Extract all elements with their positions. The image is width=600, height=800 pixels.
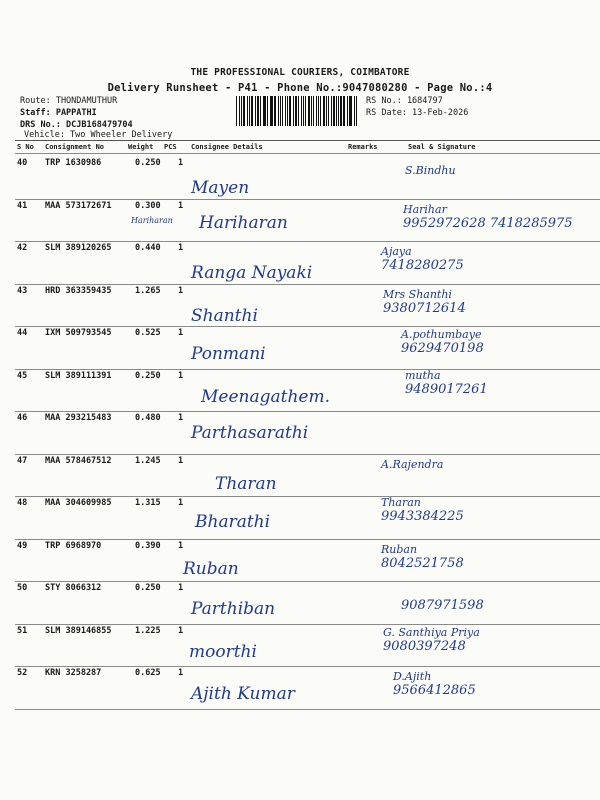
phone-handwritten: 9629470198 xyxy=(401,341,484,356)
barcode-bar xyxy=(239,96,240,126)
barcode-bar xyxy=(316,96,317,126)
signature-handwritten: G. Santhiya Priya xyxy=(383,625,480,639)
barcode-bar xyxy=(293,96,294,126)
consignment-number: SLM 389120265 xyxy=(45,243,112,253)
barcode-bar xyxy=(263,96,264,126)
serial-number: 41 xyxy=(17,200,28,211)
consignment-number: MAA 293215483 xyxy=(45,413,112,423)
signature-handwritten: Ajaya xyxy=(381,245,412,258)
barcode-bar xyxy=(260,96,261,126)
consignee-name-handwritten: Parthiban xyxy=(191,599,276,619)
barcode-bar xyxy=(280,96,281,126)
serial-number: 46 xyxy=(17,413,28,423)
barcode-bar xyxy=(236,96,237,126)
barcode-bar xyxy=(251,96,252,126)
signature-handwritten: Mrs Shanthi xyxy=(383,287,452,301)
consignment-number: SLM 389111391 xyxy=(45,370,112,381)
consignment-number: TRP 1630986 xyxy=(45,158,102,168)
barcode-bar xyxy=(338,96,339,126)
barcode-bar xyxy=(354,96,355,126)
table-row xyxy=(15,666,600,709)
table-row xyxy=(15,581,600,624)
col-sno: S No xyxy=(17,143,34,151)
barcode-bar xyxy=(241,96,242,126)
barcode-bar xyxy=(264,96,265,126)
barcode-bar xyxy=(303,96,304,126)
phone-handwritten: 9489017261 xyxy=(405,381,488,397)
signature-handwritten: Ruban xyxy=(381,542,418,556)
weight-value: 1.245 xyxy=(135,455,161,466)
col-weight: Weight xyxy=(128,143,154,151)
serial-number: 45 xyxy=(17,370,28,381)
consignee-name-handwritten: Tharan xyxy=(215,473,277,494)
weight-value: 1.315 xyxy=(135,498,161,508)
consignee-name-handwritten: Mayen xyxy=(191,178,250,198)
barcode-bar xyxy=(356,96,357,126)
staff-label: Staff: PAPPATHI xyxy=(20,108,97,118)
serial-number: 51 xyxy=(17,625,28,636)
table-top-border xyxy=(15,140,600,141)
rs-date: RS Date: 13-Feb-2026 xyxy=(366,108,469,118)
barcode-bar xyxy=(349,96,350,126)
barcode-bar xyxy=(285,96,286,126)
table-row xyxy=(15,369,600,412)
barcode-bar xyxy=(328,96,329,126)
barcode-bar xyxy=(333,96,334,126)
weight-value: 0.440 xyxy=(135,243,161,253)
row-divider xyxy=(15,709,600,710)
signature-handwritten: S.Bindhu xyxy=(405,164,456,177)
consignee-name-handwritten: moorthi xyxy=(189,641,257,662)
consignee-name-handwritten: Ponmani xyxy=(191,344,266,364)
barcode-bar xyxy=(313,96,314,126)
barcode-bar xyxy=(295,96,297,126)
barcode-bar xyxy=(289,96,290,126)
table-row xyxy=(15,624,600,667)
pieces-count: 1 xyxy=(178,455,184,466)
signature-handwritten: mutha xyxy=(405,368,441,382)
col-pcs: PCS xyxy=(164,143,177,151)
weight-value: 0.300 xyxy=(135,200,161,211)
header-divider xyxy=(15,153,600,154)
signature-handwritten: D.Ajith xyxy=(393,670,432,683)
weight-value: 0.250 xyxy=(135,158,161,168)
barcode-bar xyxy=(350,96,351,126)
col-seal-signature: Seal & Signature xyxy=(408,143,476,151)
rs-number: RS No.: 1684797 xyxy=(366,96,443,106)
table-row xyxy=(15,539,600,582)
barcode-bar xyxy=(318,96,319,126)
col-remarks: Remarks xyxy=(348,143,378,151)
pieces-count: 1 xyxy=(178,200,184,211)
weight-value: 0.480 xyxy=(135,413,161,423)
serial-number: 44 xyxy=(17,328,28,338)
table-row xyxy=(15,156,600,199)
drs-label: DRS No.: DCJB168479704 xyxy=(20,120,133,130)
serial-number: 40 xyxy=(17,158,28,168)
consignment-number: IXM 509793545 xyxy=(45,328,112,338)
pieces-count: 1 xyxy=(178,583,184,593)
barcode-bar xyxy=(320,96,321,126)
route-label: Route: THONDAMUTHUR xyxy=(20,96,118,106)
consignee-name-handwritten: Ranga Nayaki xyxy=(191,263,313,283)
signature-handwritten: Tharan xyxy=(381,496,421,509)
barcode-bar xyxy=(343,96,344,126)
table-row xyxy=(15,199,600,242)
consignee-name-handwritten: Meenagathem. xyxy=(201,386,330,407)
phone-handwritten: 9952972628 7418285975 xyxy=(403,215,573,231)
consignee-name-handwritten: Ajith Kumar xyxy=(191,684,295,704)
col-consignment: Consignment No xyxy=(45,143,105,151)
barcode-bar xyxy=(267,96,268,126)
consignee-name-handwritten: Parthasarathi xyxy=(191,423,309,443)
consignee-name-handwritten: Hariharan xyxy=(199,212,288,233)
table-row xyxy=(15,284,600,327)
table-row xyxy=(15,411,600,454)
consignment-number: STY 8066312 xyxy=(45,583,102,593)
pieces-count: 1 xyxy=(178,668,184,678)
barcode-bar xyxy=(287,96,288,126)
barcode-bar xyxy=(305,96,306,126)
weight-value: 1.265 xyxy=(135,285,161,296)
signature-handwritten: A.pothumbaye xyxy=(401,328,482,341)
consignee-name-handwritten: Ruban xyxy=(183,558,239,579)
weight-value: 1.225 xyxy=(135,625,161,636)
barcode-bar xyxy=(257,96,259,126)
pieces-count: 1 xyxy=(178,540,184,551)
serial-number: 52 xyxy=(17,668,28,678)
consignment-number: HRD 363359435 xyxy=(45,285,112,296)
weight-value: 0.250 xyxy=(135,370,161,381)
col-consignee: Consignee Details xyxy=(191,143,263,151)
pieces-count: 1 xyxy=(178,625,184,636)
serial-number: 48 xyxy=(17,498,28,508)
phone-handwritten: 9380712614 xyxy=(383,300,466,316)
table-row xyxy=(15,454,600,497)
pieces-count: 1 xyxy=(178,158,184,168)
consignment-number: MAA 578467512 xyxy=(45,455,112,466)
consignee-name-handwritten: Bharathi xyxy=(195,512,271,532)
phone-handwritten: 9080397248 xyxy=(383,638,466,654)
barcode-bar xyxy=(308,96,310,126)
signature-handwritten: A.Rajendra xyxy=(381,457,444,471)
pieces-count: 1 xyxy=(178,285,184,296)
barcode-bar xyxy=(323,96,325,126)
pieces-count: 1 xyxy=(178,498,184,508)
barcode-bar xyxy=(247,96,248,126)
barcode-bar xyxy=(311,96,312,126)
barcode-bar xyxy=(243,96,245,126)
barcode-bar xyxy=(326,96,327,126)
serial-number: 49 xyxy=(17,540,28,551)
table-row xyxy=(15,326,600,369)
pieces-count: 1 xyxy=(178,328,184,338)
weight-value: 0.250 xyxy=(135,583,161,593)
company-title: THE PROFESSIONAL COURIERS, COIMBATORE xyxy=(190,67,410,78)
barcode-bar xyxy=(331,96,332,126)
serial-number: 43 xyxy=(17,285,28,296)
barcode-bar xyxy=(249,96,250,126)
delivery-table xyxy=(15,140,600,705)
consignee-note-handwritten: Hariharan xyxy=(131,215,173,225)
pieces-count: 1 xyxy=(178,243,184,253)
phone-handwritten: 9087971598 xyxy=(401,598,484,613)
barcode xyxy=(236,96,358,126)
barcode-bar xyxy=(298,96,299,126)
consignment-number: KRN 3258287 xyxy=(45,668,102,678)
weight-value: 0.390 xyxy=(135,540,161,551)
barcode-bar xyxy=(278,96,279,126)
consignment-number: SLM 389146855 xyxy=(45,625,112,636)
table-row xyxy=(15,241,600,284)
barcode-bar xyxy=(347,96,348,126)
barcode-bar xyxy=(270,96,271,126)
phone-handwritten: 7418280275 xyxy=(381,258,464,273)
barcode-bar xyxy=(271,96,272,126)
barcode-bar xyxy=(255,96,256,126)
weight-value: 0.625 xyxy=(135,668,161,678)
pieces-count: 1 xyxy=(178,413,184,423)
barcode-bar xyxy=(340,96,342,126)
consignment-number: MAA 304609985 xyxy=(45,498,112,508)
serial-number: 42 xyxy=(17,243,28,253)
consignment-number: MAA 573172671 xyxy=(45,200,112,211)
phone-handwritten: 9566412865 xyxy=(393,683,476,698)
weight-value: 0.525 xyxy=(135,328,161,338)
serial-number: 47 xyxy=(17,455,28,466)
consignment-number: TRP 6968970 xyxy=(45,540,102,551)
phone-handwritten: 8042521758 xyxy=(381,555,464,571)
barcode-bar xyxy=(301,96,302,126)
phone-handwritten: 9943384225 xyxy=(381,509,464,524)
serial-number: 50 xyxy=(17,583,28,593)
runsheet-line: Delivery Runsheet - P41 - Phone No.:9047080280 - Page No.:4 xyxy=(107,82,493,94)
consignee-name-handwritten: Shanthi xyxy=(191,305,258,326)
pieces-count: 1 xyxy=(178,370,184,381)
table-row xyxy=(15,496,600,539)
barcode-bar xyxy=(274,96,276,126)
signature-handwritten: Harihar xyxy=(403,202,447,216)
barcode-bar xyxy=(282,96,283,126)
barcode-bar xyxy=(336,96,337,126)
vehicle-label: Vehicle: Two Wheeler Delivery xyxy=(24,130,173,140)
